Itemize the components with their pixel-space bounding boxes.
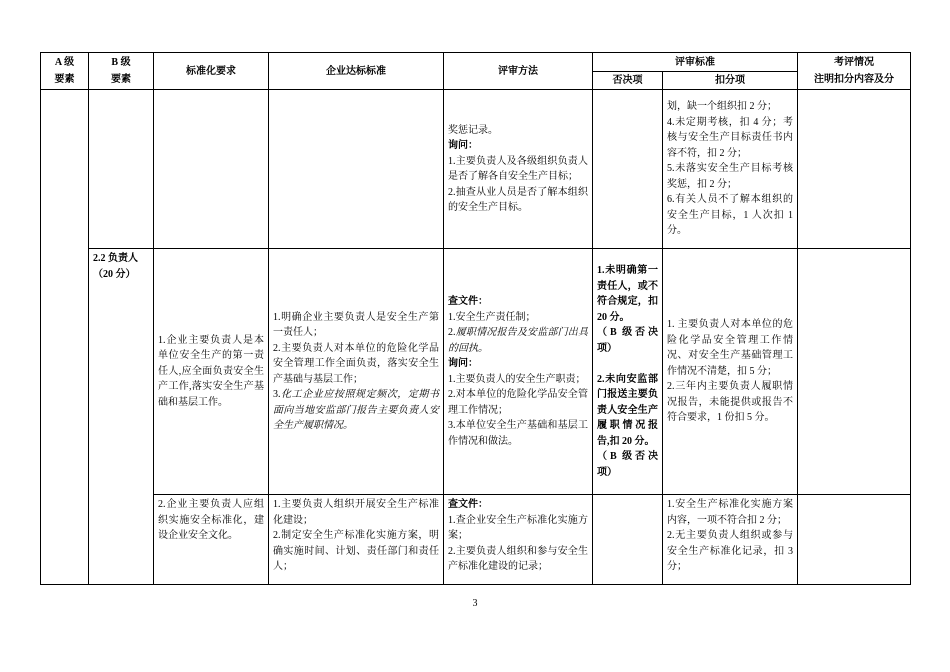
header-requirement: 标准化要求 xyxy=(154,53,269,90)
evaluation-cell xyxy=(798,249,911,495)
header-enterprise-standard: 企业达标标准 xyxy=(269,53,444,90)
header-b-level xyxy=(89,53,154,90)
method-cell xyxy=(444,495,593,585)
header-a-level-line1: A 级 xyxy=(54,57,75,68)
deduction-line: 2.三年内主要负责人履职情况报告，未能提供或报告不符合要求，1 份扣 5 分。 xyxy=(667,381,793,424)
evaluation-cell xyxy=(798,90,911,249)
table-header xyxy=(41,53,911,90)
veto-line: 1.未明确第一责任人，或不符合规定，扣 20 分。 xyxy=(597,265,658,323)
standard-cell xyxy=(269,495,444,585)
standard-line: 1.明确企业主要负责人是安全生产第一责任人； xyxy=(273,311,439,338)
requirement-cell xyxy=(154,90,269,249)
b-element-score: （20 分） xyxy=(93,268,136,280)
veto-line: 2.未向安监部门报送主要负责人安全生产履职情况报告,扣 20 分。 xyxy=(597,373,658,447)
method-line: 3.本单位安全生产基础和基层工作情况和做法。 xyxy=(448,420,588,447)
veto-cell xyxy=(593,495,663,585)
standard-line: 1.主要负责人组织开展安全生产标准化建设； xyxy=(273,499,439,526)
method-line-number: 2. xyxy=(448,327,456,338)
standard-line-text: 化工企业应按照规定频次，定期书面向当地安监部门报告主要负责人安全生产履职情况。 xyxy=(273,389,439,431)
deduction-line: 5.未落实安全生产目标考核奖惩，扣 2 分； xyxy=(667,163,793,190)
header-evaluation-line2: 注明扣分内容及分 xyxy=(814,74,894,85)
header-b-level-line1: B 级 xyxy=(111,57,131,68)
standard-line-number: 3. xyxy=(273,389,281,400)
method-inquiry-label: 询问： xyxy=(448,358,478,369)
header-b-level-line2: 要素 xyxy=(111,74,131,85)
evaluation-cell xyxy=(798,495,911,585)
standard-line xyxy=(273,387,439,434)
deduction-cell xyxy=(663,90,798,249)
table-row xyxy=(41,90,911,249)
a-level-cell xyxy=(41,90,89,585)
method-line: 1.查企业安全生产标准化实施方案； xyxy=(448,514,588,541)
header-veto-items: 否决项 xyxy=(593,72,663,90)
deduction-line: 6.有关人员不了解本组织的安全生产目标，1 人次扣 1 分。 xyxy=(667,194,793,237)
evaluation-criteria-table xyxy=(40,52,911,585)
header-review-criteria: 评审标准 xyxy=(593,53,798,72)
requirement-text: 1.企业主要负责人是本单位安全生产的第一责任人,应全面负责安全生产工作,落实安全生产基础和基层工作。 xyxy=(158,334,264,408)
method-line: 1.主要负责人的安全生产职责； xyxy=(448,373,586,385)
veto-level-note: （B 级否决项） xyxy=(597,327,658,354)
standard-cell xyxy=(269,249,444,495)
table-body xyxy=(41,90,911,585)
method-inquiry-label: 询问： xyxy=(448,140,478,151)
header-review-method: 评审方法 xyxy=(444,53,593,90)
b-element-title: 2.2 负责人 xyxy=(93,253,138,264)
method-line: 2.主要负责人组织和参与安全生产标准化建设的记录； xyxy=(448,545,588,572)
method-line: 2.对本单位的危险化学品安全管理工作情况； xyxy=(448,389,588,416)
deduction-line: 划，缺一个组织扣 2 分； xyxy=(667,101,777,113)
method-line xyxy=(448,325,588,356)
header-evaluation xyxy=(798,53,911,90)
veto-level-note: （B 级否决项） xyxy=(597,451,658,478)
deduction-cell xyxy=(663,495,798,585)
header-a-level xyxy=(41,53,89,90)
b-level-cell xyxy=(89,90,154,249)
veto-cell xyxy=(593,249,663,495)
requirement-cell xyxy=(154,495,269,585)
header-evaluation-line1: 考评情况 xyxy=(834,57,874,68)
page-number: 3 xyxy=(472,598,478,609)
standard-line: 2.主要负责人对本单位的危险化学品安全管理工作全面负责，落实安全生产基础与基层工作； xyxy=(273,342,439,385)
header-deduction-items: 扣分项 xyxy=(663,72,798,90)
standard-line: 2.制定安全生产标准化实施方案，明确实施时间、计划、责任部门和责任人； xyxy=(273,530,439,572)
deduction-line: 1. 主要负责人对本单位的危险化学品安全管理工作情况、对安全生产基础管理工作情况不清楚，扣 5 分； xyxy=(667,319,793,377)
requirement-cell xyxy=(154,249,269,495)
method-cell xyxy=(444,90,593,249)
requirement-text: 2.企业主要负责人应组织实施安全标准化，建设企业安全文化。 xyxy=(158,499,264,541)
veto-cell xyxy=(593,90,663,249)
deduction-cell xyxy=(663,249,798,495)
b-level-cell xyxy=(89,249,154,585)
deduction-line: 1.安全生产标准化实施方案内容，一项不符合扣 2 分； xyxy=(667,499,793,526)
method-line: 奖惩记录。 xyxy=(448,124,498,136)
header-a-level-line2: 要素 xyxy=(54,74,75,85)
deduction-line: 4.未定期考核，扣 4 分；考核与安全生产目标责任书内容不符，扣 2 分； xyxy=(667,116,793,159)
deduction-line: 2.无主要负责人组织或参与安全生产标准化记录，扣 3 分； xyxy=(667,530,793,572)
method-docs-label: 查文件： xyxy=(448,499,488,510)
method-line: 1.安全生产责任制； xyxy=(448,311,536,323)
standard-cell xyxy=(269,90,444,249)
method-line: 1.主要负责人及各级组织负责人是否了解各自安全生产目标； xyxy=(448,155,588,182)
method-cell xyxy=(444,249,593,495)
method-line: 2.抽查从业人员是否了解本组织的安全生产目标。 xyxy=(448,186,588,213)
method-docs-label: 查文件： xyxy=(448,296,488,307)
table-row xyxy=(41,249,911,495)
method-line-text: 履职情况报告及安监部门出具的回执。 xyxy=(448,327,588,354)
table-row xyxy=(41,495,911,585)
